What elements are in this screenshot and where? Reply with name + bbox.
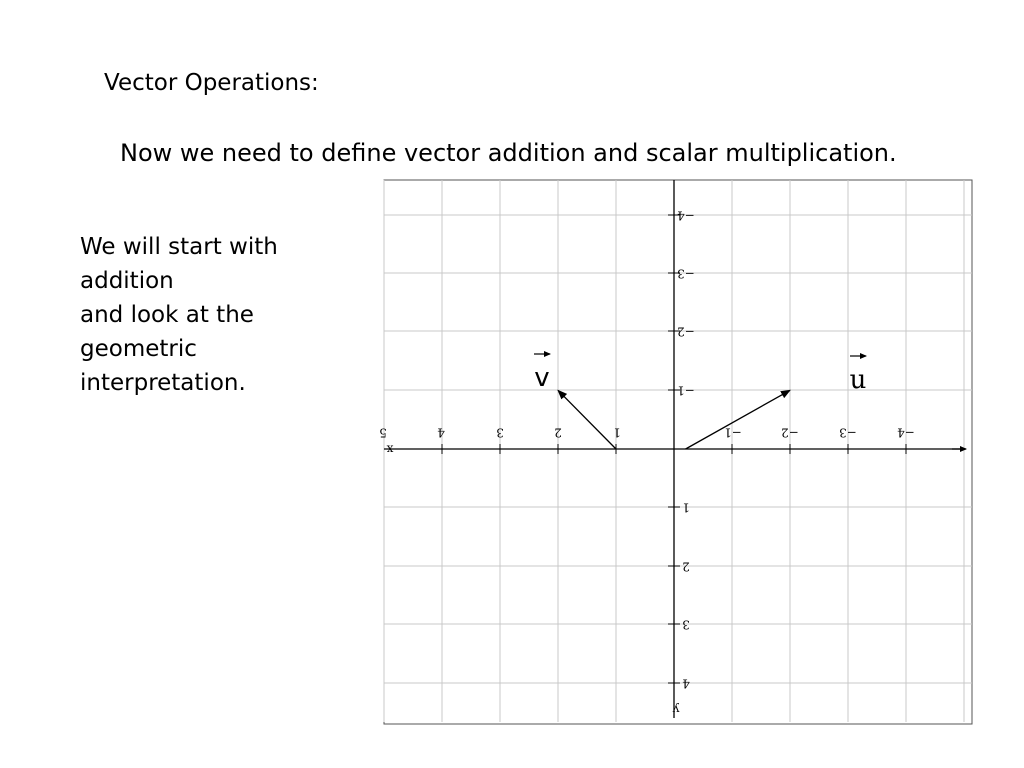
intro-line: and look at the <box>80 302 254 328</box>
x-tick-label: 1 <box>613 425 621 440</box>
x-tick-label: −4 <box>897 425 915 440</box>
vector-v <box>558 390 616 449</box>
x-tick-label: −2 <box>781 425 799 440</box>
y-axis-label: y <box>672 702 680 717</box>
vector-v-label: v <box>534 363 550 393</box>
intro-line: We will start with <box>80 234 278 260</box>
axes <box>384 180 966 718</box>
vector-u-label: u <box>849 365 867 395</box>
tick-labels <box>379 209 915 717</box>
y-tick-label: 1 <box>682 500 690 515</box>
intro-line: addition <box>80 268 174 294</box>
slide-subtitle: Now we need to define vector addition and scalar multiplication. <box>120 139 897 167</box>
x-axis-label: x <box>386 442 394 457</box>
x-tick-label: 4 <box>437 425 445 440</box>
intro-line: geometric <box>80 336 197 362</box>
graph-frame <box>384 180 972 724</box>
x-tick-label: −3 <box>839 425 857 440</box>
y-tick-label: 2 <box>682 559 690 574</box>
y-tick-label: −2 <box>677 324 695 339</box>
y-tick-label: −1 <box>677 383 695 398</box>
grid-lines <box>384 180 972 722</box>
x-tick-label: 5 <box>379 425 387 440</box>
slide-title: Vector Operations: <box>104 70 319 96</box>
y-tick-label: 4 <box>682 676 690 691</box>
vectors <box>534 354 866 449</box>
intro-line: interpretation. <box>80 370 246 396</box>
y-tick-label: −3 <box>677 266 695 281</box>
x-tick-label: −1 <box>724 425 742 440</box>
y-tick-label: −4 <box>677 208 695 223</box>
x-tick-label: 2 <box>554 425 562 440</box>
y-tick-label: 3 <box>682 617 690 632</box>
x-tick-label: 3 <box>496 425 504 440</box>
